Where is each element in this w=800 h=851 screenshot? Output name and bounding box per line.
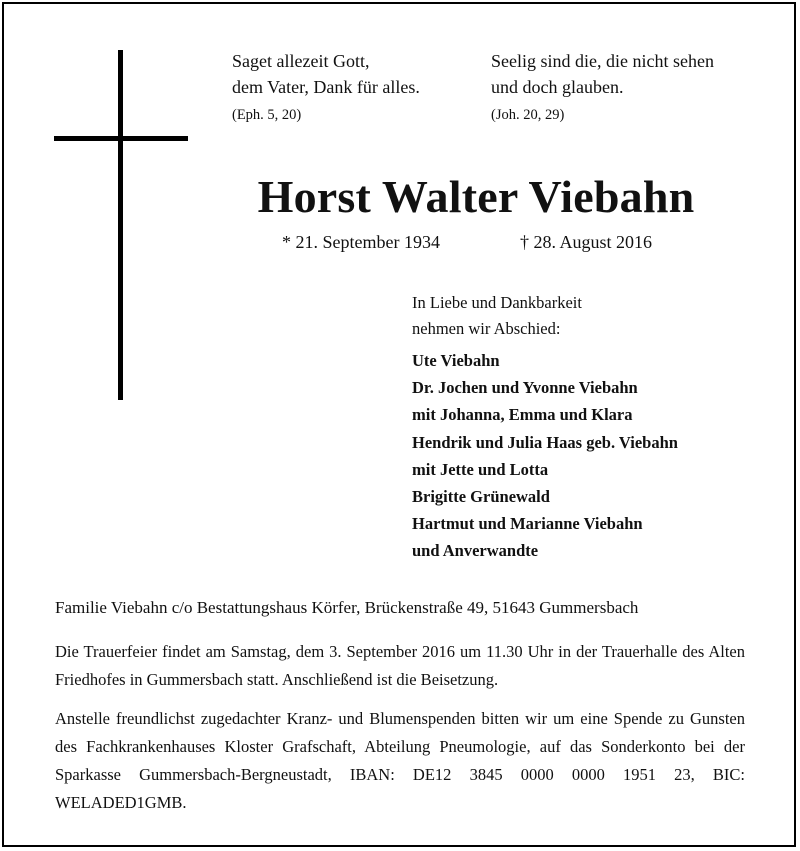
- deceased-name: Horst Walter Viebahn: [257, 171, 695, 222]
- birth-date: * 21. September 1934: [282, 232, 440, 252]
- intro-line: nehmen wir Abschied:: [412, 319, 561, 338]
- bible-verse-left: [232, 48, 420, 127]
- intro-line: In Liebe und Dankbarkeit: [412, 293, 582, 312]
- mourner-item: Hartmut und Marianne Viebahn: [412, 514, 643, 534]
- mourner-item: und Anverwandte: [412, 541, 539, 561]
- verse-line: Seelig sind die, die nicht sehen: [491, 51, 714, 71]
- mourner-item: mit Jette und Lotta: [412, 459, 549, 479]
- mourner-item: Dr. Jochen und Yvonne Viebahn: [412, 378, 638, 398]
- verse-line: dem Vater, Dank für alles.: [232, 77, 420, 97]
- bible-verse-right: [491, 48, 714, 127]
- contact-address: Familie Viebahn c/o Bestattungshaus Körfer, Brückenstraße 49, 51643 Gummersbach: [55, 598, 639, 617]
- funeral-service-info: Die Trauerfeier findet am Samstag, dem 3. September 2016 um 11.30 Uhr in der Trauerhalle des Alten Friedhofes in Gummersbach statt. Anschließend ist die Beisetzung.: [55, 642, 745, 689]
- mourner-item: Ute Viebahn: [412, 351, 500, 370]
- mourner-item: Hendrik und Julia Haas geb. Viebahn: [412, 432, 678, 452]
- cross-horizontal-bar: [54, 136, 188, 141]
- mourners-list: [412, 347, 678, 565]
- verse-reference: (Eph. 5, 20): [232, 107, 302, 123]
- cross-vertical-bar: [118, 50, 123, 400]
- mourner-item: Brigitte Grünewald: [412, 487, 550, 507]
- farewell-intro: [412, 290, 582, 342]
- mourner-item: mit Johanna, Emma und Klara: [412, 405, 633, 425]
- verse-line: Saget allezeit Gott,: [232, 51, 370, 71]
- death-date: † 28. August 2016: [520, 232, 653, 252]
- donation-request: Anstelle freundlichst zugedachter Kranz- und Blumenspenden bitten wir um eine Spende zu Gunsten des Fachkrankenhauses Kloster Grafschaft, Abteilung Pneumologie, auf das Sonderkonto bei der Sparkasse Gummersbach-Bergneustadt, IBAN: DE12 3845 0000 0000 1951 23, BIC: WELADED1GMB.: [55, 709, 745, 812]
- verse-line: und doch glauben.: [491, 77, 624, 97]
- verse-reference: (Joh. 20, 29): [491, 107, 565, 123]
